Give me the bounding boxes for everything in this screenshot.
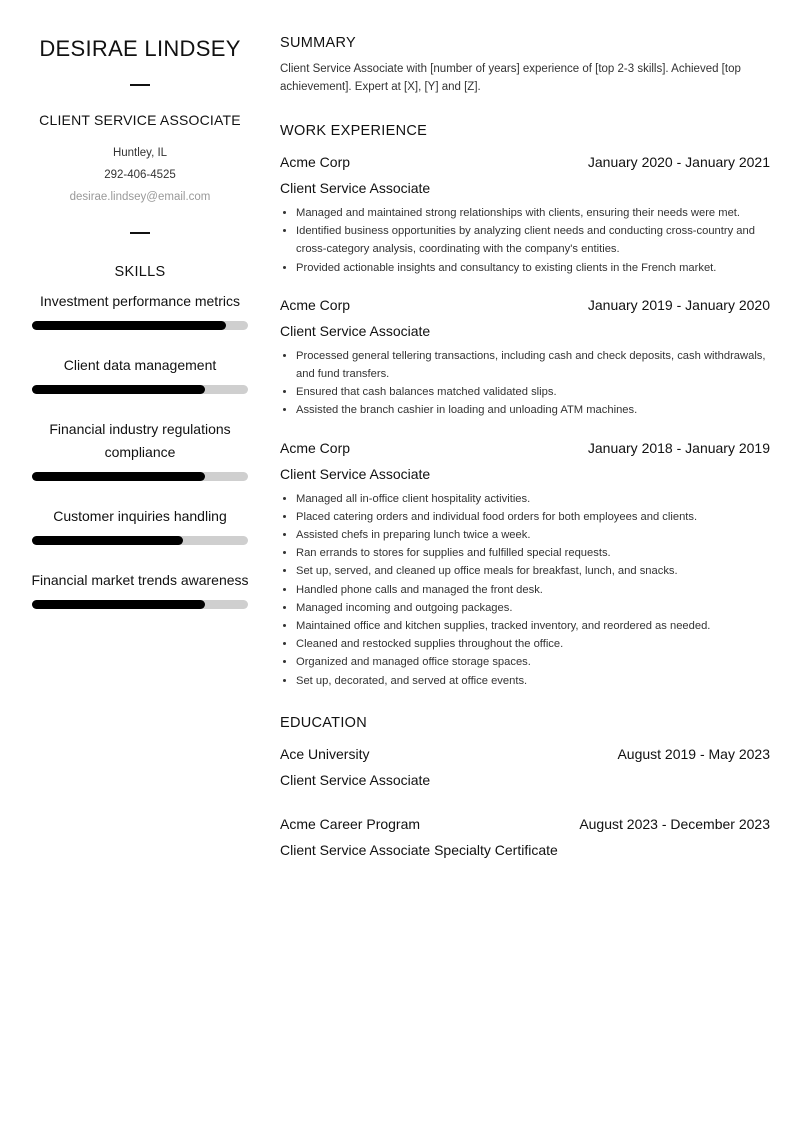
- list-item: • Managed all in-office client hospitality activities.: [296, 490, 770, 508]
- skill-name: Financial industry regulations compliance: [49, 421, 231, 460]
- skill-level-bar: [32, 536, 248, 545]
- job-bullets: [280, 347, 770, 420]
- skill-level-fill: [32, 536, 183, 545]
- job-company: Acme Corp: [280, 154, 351, 170]
- job-bullets: [280, 204, 770, 277]
- job-dates: January 2020 - January 2021: [587, 154, 770, 170]
- summary-heading: SUMMARY: [280, 35, 356, 51]
- list-item: • Managed and maintained strong relationships with clients, ensuring their needs were met.: [296, 204, 770, 222]
- job-entry: [280, 150, 770, 277]
- contact-block: [24, 142, 256, 208]
- candidate-title: CLIENT SERVICE ASSOCIATE: [39, 112, 241, 128]
- job-dates: January 2018 - January 2019: [587, 439, 770, 456]
- skill-item: [24, 354, 256, 394]
- skill-item: [24, 290, 256, 330]
- skill-name: Customer inquiries handling: [53, 508, 227, 524]
- skill-level-bar: [32, 385, 248, 394]
- list-item: • Placed catering orders and individual food orders for both employees and clients.: [296, 508, 770, 526]
- job-dates: January 2019 - January 2020: [587, 296, 770, 313]
- list-item: • Set up, served, and cleaned up office meals for breakfast, lunch, and snacks.: [296, 562, 770, 580]
- work-heading: WORK EXPERIENCE: [280, 123, 428, 139]
- skill-level-fill: [32, 600, 205, 609]
- job-role: Client Service Associate: [280, 465, 431, 482]
- divider: [130, 84, 150, 86]
- skill-name: Client data management: [63, 357, 217, 373]
- skill-level-fill: [32, 472, 205, 481]
- list-item: • Identified business opportunities by analyzing client needs and conducting cross-country and cross-category analysis, coordinating with the company's entities.: [296, 222, 770, 258]
- education-school: Ace University: [280, 745, 370, 762]
- list-item: • Provided actionable insights and consultancy to existing clients in the French market.: [296, 259, 770, 277]
- list-item: • Assisted chefs in preparing lunch twice a week.: [296, 526, 770, 544]
- skill-item: [24, 569, 256, 609]
- list-item: • Managed incoming and outgoing packages.: [296, 599, 770, 617]
- phone-text: 292-406-4525: [104, 169, 176, 181]
- list-item: • Cleaned and restocked supplies throughout the office.: [296, 635, 770, 653]
- summary-text: Client Service Associate with [number of years] experience of [top 2-3 skills]. Achieved [top achievement]. Expert at [X], [Y] and [Z].: [280, 63, 741, 93]
- job-company: Acme Corp: [280, 296, 351, 313]
- education-dates: August 2019 - May 2023: [617, 745, 770, 762]
- job-company: Acme Corp: [280, 439, 351, 456]
- left-column: [24, 30, 256, 609]
- education-entry: [280, 742, 770, 792]
- candidate-name: DESIRAE LINDSEY: [39, 36, 241, 61]
- skill-item: [24, 505, 256, 545]
- education-degree: Client Service Associate: [280, 771, 431, 788]
- job-role: Client Service Associate: [280, 322, 431, 339]
- email-link[interactable]: desirae.lindsey@email.com: [69, 191, 211, 203]
- skill-level-bar: [32, 472, 248, 481]
- list-item: • Ran errands to stores for supplies and fulfilled special requests.: [296, 544, 770, 562]
- right-column: [280, 30, 770, 862]
- list-item: • Handled phone calls and managed the front desk.: [296, 581, 770, 599]
- list-item: • Organized and managed office storage spaces.: [296, 653, 770, 671]
- job-bullets: [280, 490, 770, 690]
- divider: [130, 232, 150, 234]
- list-item: • Ensured that cash balances matched validated slips.: [296, 383, 770, 401]
- education-school: Acme Career Program: [280, 815, 421, 832]
- list-item: • Assisted the branch cashier in loading and unloading ATM machines.: [296, 401, 770, 419]
- list-item: • Processed general tellering transactions, including cash and check deposits, cash withdrawals, and fund transfers.: [296, 347, 770, 383]
- education-entry: [280, 812, 770, 862]
- skill-level-bar: [32, 600, 248, 609]
- skill-item: [24, 418, 256, 481]
- skills-heading: SKILLS: [114, 264, 166, 280]
- education-degree: Client Service Associate Specialty Certificate: [280, 841, 558, 858]
- skill-level-fill: [32, 385, 205, 394]
- job-entry: [280, 436, 770, 690]
- skill-name: Investment performance metrics: [40, 293, 240, 309]
- list-item: • Maintained office and kitchen supplies, tracked inventory, and reordered as needed.: [296, 617, 770, 635]
- skill-level-bar: [32, 321, 248, 330]
- skill-name: Financial market trends awareness: [31, 572, 249, 588]
- education-heading: EDUCATION: [280, 714, 368, 731]
- location-text: Huntley, IL: [112, 147, 168, 159]
- list-item: • Set up, decorated, and served at office events.: [296, 672, 770, 690]
- job-entry: [280, 293, 770, 420]
- education-dates: August 2023 - December 2023: [579, 815, 770, 832]
- skill-level-fill: [32, 321, 226, 330]
- job-role: Client Service Associate: [280, 180, 431, 196]
